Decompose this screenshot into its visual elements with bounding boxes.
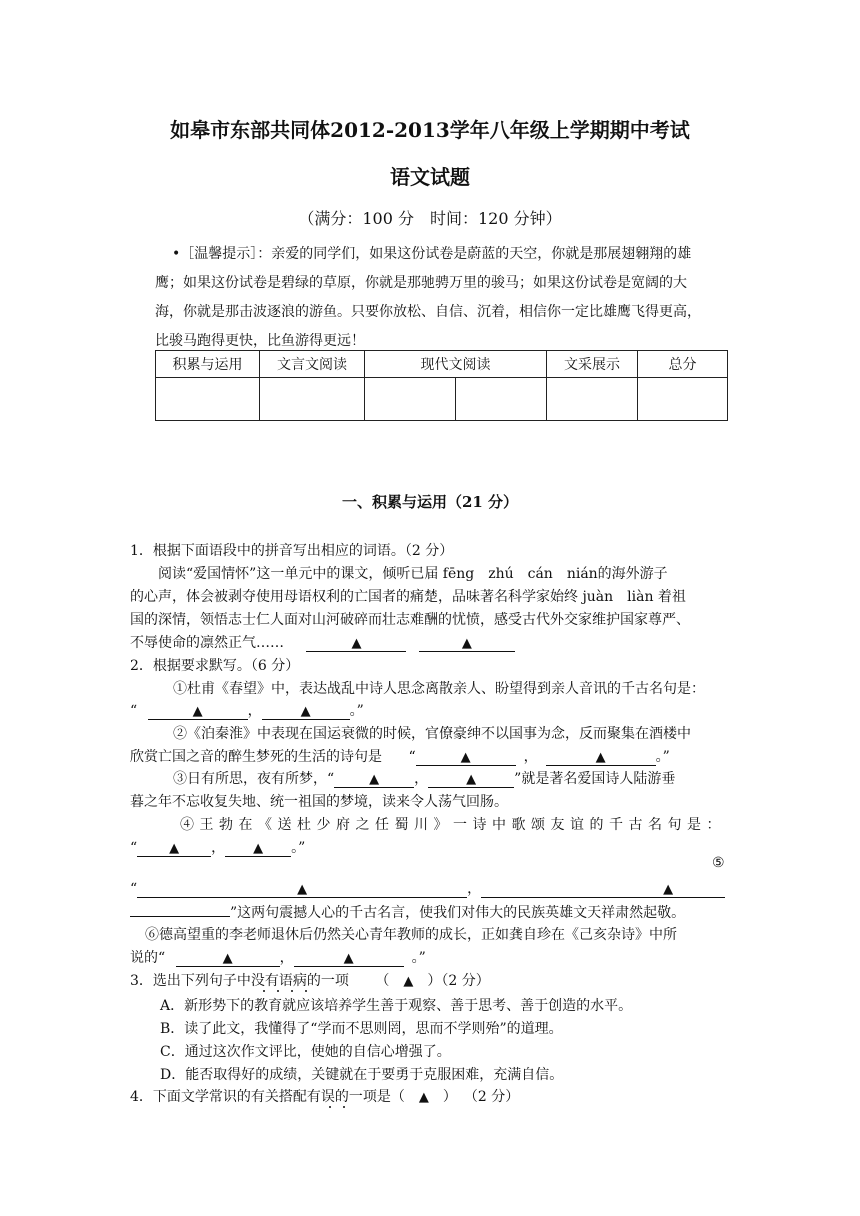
answer-blank[interactable] bbox=[546, 750, 656, 766]
tip-line-2: 鹰；如果这份试卷是碧绿的草原，你就是那驰骋万里的骏马；如果这份试卷是宽阔的大 bbox=[155, 275, 687, 291]
q1-line-1: 阅读“爱国情怀”这一单元中的课文，倾听已届 fēng zhú cán nián的海外游子 bbox=[158, 566, 668, 582]
close-quote: 。” bbox=[349, 703, 364, 719]
q2-stem: 2．根据要求默写。（6 分） bbox=[130, 658, 300, 674]
q3-stem bbox=[130, 970, 490, 990]
answer-blank[interactable] bbox=[334, 772, 414, 788]
q2-item-4: ④王勃在《送杜少府之任蜀川》一诗中歌颂友谊的千古名句是： bbox=[180, 817, 726, 833]
q1-line-3: 国的深情，领悟志士仁人面对山河破碎而壮志难酬的忧愤，感受古代外交家维护国家尊严、 bbox=[130, 612, 690, 628]
score-header-4: 文采展示 bbox=[547, 351, 638, 378]
comma: ， bbox=[247, 703, 262, 719]
open-quote: “ bbox=[130, 840, 138, 856]
q2-item-3c: 暮之年不忘收复失地、统一祖国的梦境，读来令人荡气回肠。 bbox=[130, 794, 508, 810]
comma: ， bbox=[523, 749, 538, 765]
blank-triangle-icon: ▲ bbox=[461, 636, 472, 651]
score-header-2: 文言文阅读 bbox=[260, 351, 365, 378]
answer-blank[interactable] bbox=[137, 841, 211, 857]
comma: ， bbox=[467, 881, 482, 897]
q2-item-5-number: ⑤ bbox=[712, 855, 725, 871]
open-quote: “ bbox=[327, 771, 335, 787]
answer-blank[interactable] bbox=[262, 704, 350, 720]
q4-stem-text: 4．下面文学常识的有关搭配有误的一项是（ bbox=[130, 1089, 405, 1105]
score-table bbox=[155, 350, 728, 421]
emphasis-dot bbox=[305, 990, 307, 992]
blank-triangle-icon: ▲ bbox=[253, 841, 264, 856]
emphasis-dot bbox=[343, 1106, 345, 1108]
emphasis-dot bbox=[263, 990, 265, 992]
q2-item-3b-text: 就是著名爱国诗人陆游垂 bbox=[521, 771, 676, 787]
answer-blank[interactable] bbox=[176, 951, 280, 967]
close-quote: 。” bbox=[655, 749, 670, 765]
exam-subtitle: 语文试题 bbox=[390, 165, 470, 189]
q2-item-6a: ⑥德高望重的李老师退休后仍然关心青年教师的成长，正如龚自珍在《己亥杂诗》中所 bbox=[145, 927, 677, 943]
q1-line-4 bbox=[130, 632, 515, 652]
score-cell[interactable] bbox=[260, 378, 365, 421]
q1-line-2: 的心声，体会被剥夺使用母语权利的亡国者的痛楚，品味著名科学家始终 juàn liàn 着祖 bbox=[130, 589, 686, 605]
q3-option-b[interactable]: B．读了此文，我懂得了“学而不思则罔，思而不学则殆”的道理。 bbox=[160, 1021, 563, 1037]
answer-blank[interactable] bbox=[481, 882, 725, 898]
q3-option-c[interactable]: C．通过这次作文评比，使她的自信心增强了。 bbox=[160, 1044, 451, 1060]
score-header-1: 积累与运用 bbox=[156, 351, 260, 378]
score-header-3: 现代文阅读 bbox=[365, 351, 547, 378]
blank-triangle-icon: ▲ bbox=[169, 841, 180, 856]
exam-title: 如皋市东部共同体2012-2013学年八年级上学期期中考试 bbox=[170, 118, 690, 142]
answer-blank[interactable] bbox=[419, 636, 515, 652]
close-quote: ” bbox=[230, 905, 238, 921]
score-header-5: 总分 bbox=[638, 351, 728, 378]
comma: ， bbox=[211, 840, 226, 856]
emphasis-dot bbox=[329, 1106, 331, 1108]
emphasis-dot bbox=[277, 990, 279, 992]
blank-triangle-icon: ▲ bbox=[418, 1090, 429, 1105]
open-quote: “ bbox=[158, 950, 166, 966]
answer-blank[interactable] bbox=[225, 841, 291, 857]
emphasis-dot bbox=[291, 990, 293, 992]
section-1-title: 一、积累与运用（21 分） bbox=[341, 493, 519, 511]
open-quote: “ bbox=[408, 749, 416, 765]
answer-paren[interactable]: （ ▲ ） bbox=[375, 973, 442, 989]
blank-triangle-icon: ▲ bbox=[663, 882, 674, 897]
q3-option-d[interactable]: D．能否取得好的成绩，关键就在于要勇于克服困难，充满自信。 bbox=[160, 1067, 564, 1083]
comma: ， bbox=[414, 771, 429, 787]
answer-blank[interactable] bbox=[306, 636, 406, 652]
answer-blank[interactable] bbox=[130, 916, 230, 917]
tip-line-1: •［温馨提示］：亲爱的同学们，如果这份试卷是蔚蓝的天空，你就是那展翅翱翔的雄 bbox=[172, 246, 692, 262]
blank-triangle-icon: ▲ bbox=[351, 636, 362, 651]
open-quote: “ bbox=[130, 881, 138, 897]
score-cell[interactable] bbox=[638, 378, 728, 421]
score-cell[interactable] bbox=[456, 378, 547, 421]
tip-line-4: 比骏马跑得更快，比鱼游得更远！ bbox=[155, 333, 365, 349]
blank-triangle-icon: ▲ bbox=[222, 951, 233, 966]
score-cell[interactable] bbox=[156, 378, 260, 421]
q4-score: （2 分） bbox=[470, 1089, 520, 1105]
q3-option-a[interactable]: A．新形势下的教育就应该培养学生善于观察、善于思考、善于创造的水平。 bbox=[160, 998, 633, 1014]
blank-triangle-icon: ▲ bbox=[460, 750, 471, 765]
q1-line-4-text: 不辱使命的凛然正气…… bbox=[130, 635, 284, 651]
blank-triangle-icon: ▲ bbox=[403, 974, 414, 989]
blank-triangle-icon: ▲ bbox=[192, 704, 203, 719]
q2-item-5-answer bbox=[130, 878, 725, 898]
q2-item-6b bbox=[130, 947, 426, 967]
blank-triangle-icon: ▲ bbox=[297, 882, 308, 897]
q2-item-3a-text: ③日有所思，夜有所梦， bbox=[173, 771, 327, 787]
answer-blank[interactable] bbox=[416, 750, 516, 766]
q2-item-4-answer bbox=[130, 837, 305, 857]
q2-item-1: ①杜甫《春望》中，表达战乱中诗人思念离散亲人、盼望得到亲人音讯的千古名句是： bbox=[173, 681, 705, 697]
blank-triangle-icon: ▲ bbox=[369, 772, 380, 787]
q1-stem: 1．根据下面语段中的拼音写出相应的词语。（2 分） bbox=[130, 543, 454, 559]
open-quote: “ bbox=[130, 703, 138, 719]
blank-triangle-icon: ▲ bbox=[595, 750, 606, 765]
q2-item-5b-text: 这两句震撼人心的千古名言，使我们对伟大的民族英雄文天祥肃然起敬。 bbox=[237, 905, 686, 921]
comma: ， bbox=[279, 950, 294, 966]
score-cell[interactable] bbox=[365, 378, 456, 421]
answer-blank[interactable] bbox=[428, 772, 514, 788]
score-cell[interactable] bbox=[547, 378, 638, 421]
answer-blank[interactable] bbox=[148, 704, 248, 720]
q2-item-6b-text: 说的 bbox=[130, 950, 158, 966]
q2-item-2a: ②《泊秦淮》中表现在国运衰微的时候，官僚豪绅不以国事为念，反而聚集在酒楼中 bbox=[173, 726, 691, 742]
q2-item-3 bbox=[173, 768, 675, 788]
q4-stem bbox=[130, 1086, 519, 1106]
close-quote: ” bbox=[514, 771, 522, 787]
exam-info: （满分：100 分 时间：120 分钟） bbox=[298, 209, 562, 228]
answer-blank[interactable] bbox=[294, 951, 404, 967]
q2-item-2b-text: 欣赏亡国之音的醉生梦死的生活的诗句是 bbox=[130, 749, 382, 765]
answer-paren[interactable]: ▲ ） bbox=[418, 1089, 457, 1105]
answer-blank[interactable] bbox=[137, 882, 467, 898]
blank-triangle-icon: ▲ bbox=[300, 704, 311, 719]
blank-triangle-icon: ▲ bbox=[343, 951, 354, 966]
q2-item-5b bbox=[130, 902, 685, 922]
tip-line-3: 海，你就是那击波逐浪的游鱼。只要你放松、自信、沉着，相信你一定比雄鹰飞得更高， bbox=[155, 304, 701, 320]
q3-stem-text: 3．选出下列句子中没有语病的一项 bbox=[130, 973, 349, 989]
blank-triangle-icon: ▲ bbox=[466, 772, 477, 787]
q3-score: （2 分） bbox=[441, 973, 490, 989]
close-quote: 。” bbox=[291, 840, 306, 856]
q2-item-2b bbox=[130, 746, 670, 766]
close-quote: 。” bbox=[411, 950, 426, 966]
q2-item-1-answer bbox=[130, 700, 364, 720]
